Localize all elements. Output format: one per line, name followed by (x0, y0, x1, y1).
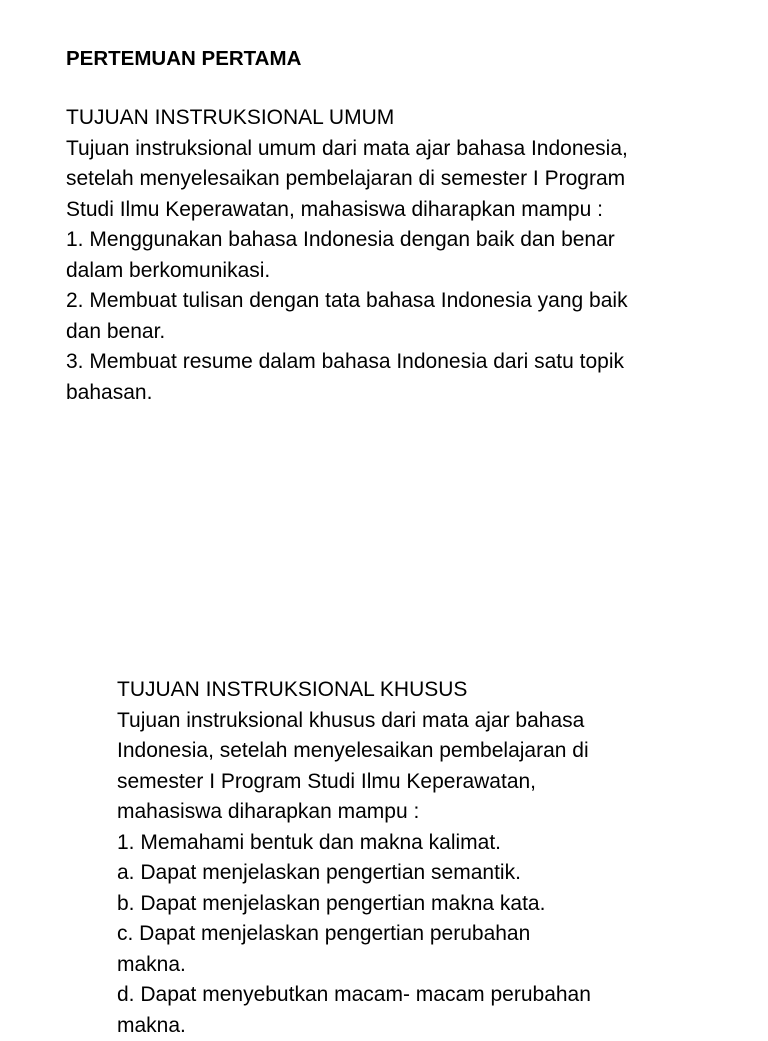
sub-list-item: c. Dapat menjelaskan pengertian perubahan (117, 919, 677, 950)
text-line: Indonesia, setelah menyelesaikan pembelajaran di (117, 736, 677, 767)
list-item-continued: dan benar. (66, 317, 716, 348)
list-item: 2. Membuat tulisan dengan tata bahasa Indonesia yang baik (66, 286, 716, 317)
section-title: TUJUAN INSTRUKSIONAL KHUSUS (117, 675, 677, 706)
sub-list-item-continued: makna. (117, 1011, 677, 1041)
list-item-continued: bahasan. (66, 378, 716, 409)
text-line: Studi Ilmu Keperawatan, mahasiswa diharapkan mampu : (66, 195, 716, 226)
sub-list-item-continued: makna. (117, 950, 677, 981)
slide-pertemuan-pertama (0, 0, 768, 480)
text-line: Tujuan instruksional umum dari mata ajar bahasa Indonesia, (66, 134, 716, 165)
sub-list-item: d. Dapat menyebutkan macam- macam perubahan (117, 980, 677, 1011)
list-item: 3. Membuat resume dalam bahasa Indonesia dari satu topik (66, 347, 716, 378)
tujuan-umum-text (66, 103, 716, 408)
text-line: Tujuan instruksional khusus dari mata ajar bahasa (117, 706, 677, 737)
list-item-continued: dalam berkomunikasi. (66, 256, 716, 287)
sub-list-item: b. Dapat menjelaskan pengertian makna kata. (117, 889, 677, 920)
slide-tujuan-khusus (0, 660, 768, 1024)
list-item: 1. Memahami bentuk dan makna kalimat. (117, 828, 677, 859)
text-line: semester I Program Studi Ilmu Keperawatan, (117, 767, 677, 798)
text-line: setelah menyelesaikan pembelajaran di semester I Program (66, 164, 716, 195)
tujuan-khusus-text (117, 675, 677, 1041)
slide-heading: PERTEMUAN PERTAMA (66, 44, 301, 74)
sub-list-item: a. Dapat menjelaskan pengertian semantik. (117, 858, 677, 889)
list-item: 1. Menggunakan bahasa Indonesia dengan baik dan benar (66, 225, 716, 256)
text-line: mahasiswa diharapkan mampu : (117, 797, 677, 828)
section-title: TUJUAN INSTRUKSIONAL UMUM (66, 103, 716, 134)
